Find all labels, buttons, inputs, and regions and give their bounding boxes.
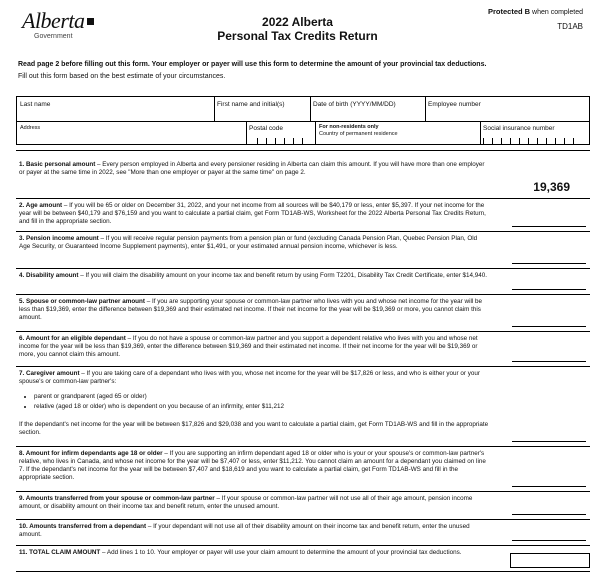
- claim-lines: [16, 150, 590, 580]
- age-amount-input[interactable]: [512, 226, 586, 227]
- list-item: • parent or grandparent (aged 65 or older): [34, 393, 284, 401]
- spouse-amount-input[interactable]: [512, 326, 586, 327]
- total-claim-amount-input[interactable]: [510, 553, 590, 568]
- line-11: 11. TOTAL CLAIM AMOUNT – Add lines 1 to 10. Your employer or payer will use your claim amount to determine the amount of your provincial tax deductions.: [16, 546, 590, 572]
- first-name-field[interactable]: First name and initial(s): [217, 101, 285, 108]
- line-4: 4. Disability amount – If you will claim the disability amount on your income tax and benefit return by using Form T2201, Disability Tax Credit Certificate, enter $14,940.: [16, 269, 590, 295]
- line-9: 9. Amounts transferred from your spouse or common-law partner – If your spouse or common-law partner will not use all of their age amount, pension income amount, or disability amount on their income tax and benefit return, enter the unused amount.: [16, 492, 590, 520]
- last-name-field[interactable]: Last name: [20, 101, 51, 108]
- form-title: Personal Tax Credits Return: [217, 29, 378, 43]
- employee-number-field[interactable]: Employee number: [428, 101, 481, 108]
- list-item: • relative (aged 18 or older) who is dependent on you because of an infirmity, enter $11,212: [34, 403, 284, 411]
- line-10: 10. Amounts transferred from a dependant – If your dependant will not use all of their disability amount on their income tax and benefit return, enter the unused amount.: [16, 520, 590, 546]
- line-7: 7. Caregiver amount – If you are taking care of a dependant who lives with you, whose net income for the year will be $17,826 or less, and who is either your or your spouse's or common-law partner's: • parent or grandparent (aged 65 or older) • relative (aged 18 or older) who is dependent on you because of an infirmity, enter $11,212 If the dependant's net income for the year will be between $17,826 and $29,038 and you want to calculate a partial claim, get Form TD1AB-WS and fill in the appropriate section.: [16, 367, 590, 447]
- caregiver-conditions: [26, 393, 284, 413]
- caregiver-note: If the dependant's net income for the year will be between $17,826 and $29,038 and you want to calculate a partial claim, get Form TD1AB-WS and fill in the appropriate section.: [19, 421, 489, 436]
- line-2: 2. Age amount – If you will be 65 or older on December 31, 2022, and your net income from all sources will be $40,179 or less, enter $5,397. If your net income for the year will be between $40,179 and $76,159 and you want to calculate a partial claim, get Form TD1AB-WS, Worksheet for the 2022 Alberta Personal Tax Credits Return, and fill in the appropriate section.: [16, 199, 590, 232]
- government-label: Government: [34, 33, 73, 40]
- address-field[interactable]: Address: [20, 125, 41, 131]
- line-8: 8. Amount for infirm dependants age 18 or older – If you are supporting an infirm dependant aged 18 or older who is your or your spouse's or common-law partner's relative, who lives in Canada, and whose net income for the year will be $7,407 or less, enter $11,212. You cannot claim an amount for a dependant you claimed on line 7. If the dependant's net income for the year will be between $7,407 and $18,619 and you want to calculate a partial claim, get Form TD1AB-WS and fill in the appropriate section.: [16, 447, 590, 492]
- transfer-from-dependant-input[interactable]: [512, 540, 586, 541]
- form-code: TD1AB: [557, 22, 583, 31]
- pension-income-input[interactable]: [512, 263, 586, 264]
- line-5: 5. Spouse or common-law partner amount – If you are supporting your spouse or common-law partner who lives with you and whose net income for the year will be less than $19,369, enter the difference between $19,369 and their estimated net income. If their net income for the year will be $19,369 or more, you cannot claim this amount.: [16, 295, 590, 332]
- disability-amount-input[interactable]: [512, 289, 586, 290]
- line-1: 1. Basic personal amount – Every person employed in Alberta and every pensioner residing in Alberta can claim this amount. If you will have more than one employer or payer at the same time in 2022, see "More than one employer or payer at the same time" on page 2. 19,369: [16, 157, 590, 199]
- eligible-dependant-input[interactable]: [512, 361, 586, 362]
- non-resident-label: For non-residents only: [319, 124, 379, 130]
- instructions: Fill out this form based on the best estimate of your circumstances.: [18, 73, 226, 80]
- alberta-logo: Alberta: [22, 8, 94, 34]
- postal-code-field[interactable]: Postal code: [249, 125, 283, 132]
- protected-notice: Protected B when completed: [487, 7, 583, 16]
- caregiver-amount-input[interactable]: [512, 441, 586, 442]
- transfer-from-spouse-input[interactable]: [512, 514, 586, 515]
- identification-section: [16, 96, 590, 145]
- date-of-birth-field[interactable]: Date of birth (YYYY/MM/DD): [313, 101, 396, 108]
- infirm-dependants-input[interactable]: [512, 486, 586, 487]
- country-of-residence-field[interactable]: Country of permanent residence: [319, 131, 398, 137]
- form-title-year: 2022 Alberta: [262, 15, 333, 29]
- line-6: 6. Amount for an eligible dependant – If you do not have a spouse or common-law partner and you support a dependent relative who lives with you and whose net income for the year will be less than $19,369, enter the difference between $19,369 and their estimated net income. If their net income for the year will be $19,369 or more, you cannot claim this amount.: [16, 332, 590, 367]
- basic-personal-amount-value[interactable]: 19,369: [533, 180, 570, 194]
- line-3: 3. Pension income amount – If you will receive regular pension payments from a pension plan or fund (excluding Canada Pension Plan, Quebec Pension Plan, Old Age Security, or Guaranteed Income Supplement payments), enter $1,491, or your estimated annual pension income, whichever is less.: [16, 232, 590, 269]
- instructions-bold: Read page 2 before filling out this form. Your employer or payer will use this form to determine the amount of your provincial tax deductions.: [18, 61, 487, 68]
- sin-field[interactable]: Social insurance number: [483, 125, 555, 132]
